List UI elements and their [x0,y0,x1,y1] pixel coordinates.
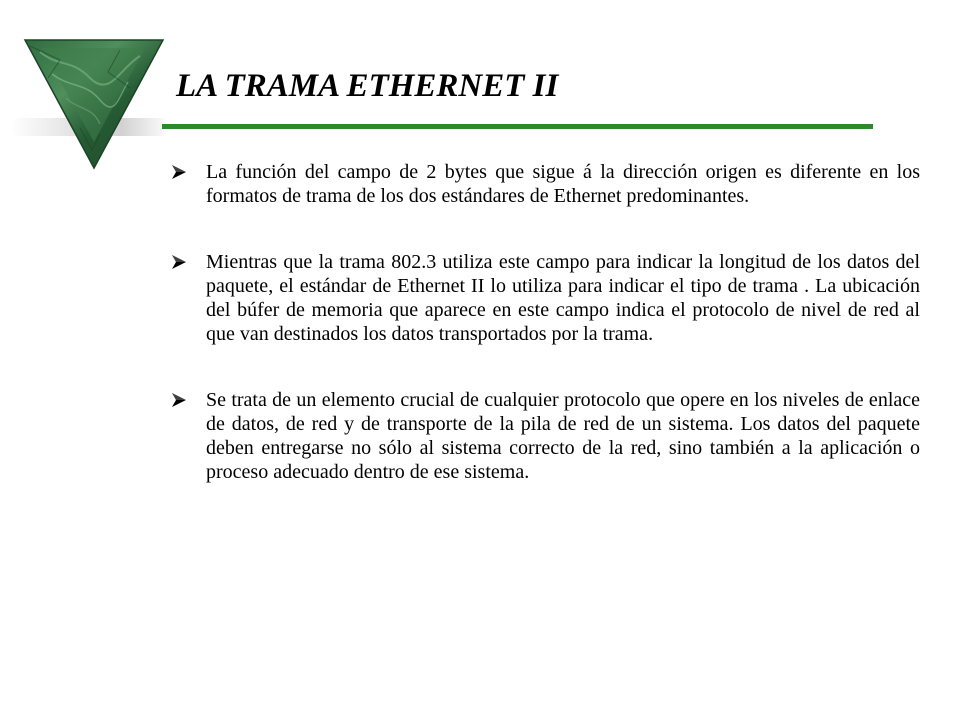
arrowhead-bullet-icon [170,163,188,181]
bullet-text: Se trata de un elemento crucial de cualquier protocolo que opere en los niveles de enlace de datos, de red y de transporte de la pila de red de un sistema. Los datos del paquete deben entregarse no sólo al sistema correcto de la red, sino también a la aplicación o proceso adecuado dentro de ese sistema. [206,389,920,483]
arrowhead-bullet-icon [170,391,188,409]
slide-title: LA TRAMA ETHERNET II [176,68,559,104]
bullet-text: La función del campo de 2 bytes que sigue á la dirección origen es diferente en los formatos de trama de los dos estándares de Ethernet predominantes. [206,161,920,207]
green-marble-triangle-icon [0,38,175,173]
bullet-item [170,160,920,208]
bullet-list [170,160,920,526]
bullet-item [170,388,920,484]
bullet-item [170,250,920,346]
arrowhead-bullet-icon [170,253,188,271]
bullet-text: Mientras que la trama 802.3 utiliza este campo para indicar la longitud de los datos del paquete, el estándar de Ethernet II lo utiliza para indicar el tipo de trama . La ubicación del búfer de memoria que aparece en este campo indica el protocolo de nivel de red al que van destinados los datos transportados por la trama. [206,251,920,345]
title-underline [162,124,873,129]
